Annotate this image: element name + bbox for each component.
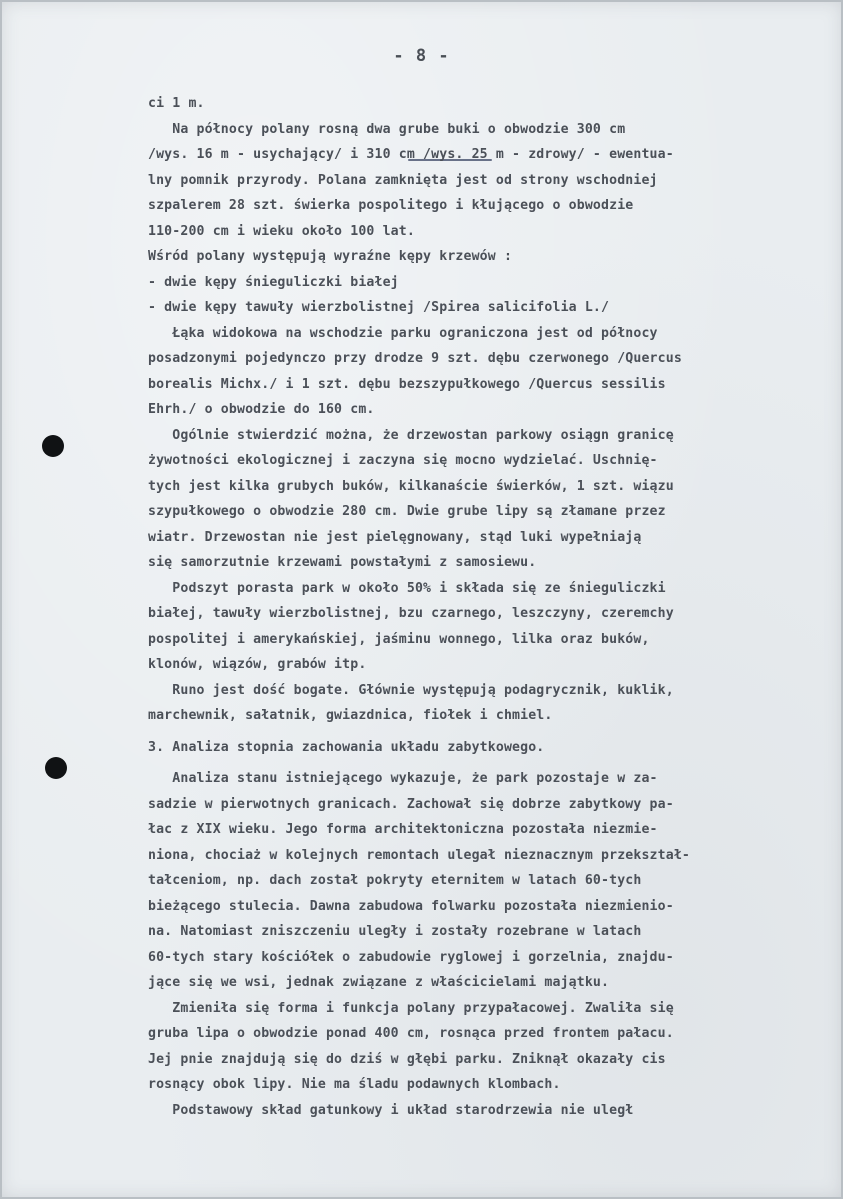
text-line: Jej pnie znajdują się do dziś w głębi parku. Zniknął okazały cis (148, 1051, 666, 1067)
text-line: żywotności ekologicznej i zaczyna się mocno wydzielać. Uschnię- (148, 453, 658, 468)
text-line: Na północy polany rosną dwa grube buki o obwodzie 300 cm (148, 121, 626, 137)
text-line: niona, chociaż w kolejnych remontach ulegał nieznacznym przekształ- (148, 847, 690, 863)
text-line: posadzonymi pojedynczo przy drodze 9 szt. dębu czerwonego /Quercus (148, 351, 682, 366)
text-line: - dwie kępy tawuły wierzbolistnej /Spirea salicifolia L./ (148, 300, 610, 315)
section-heading: 3. Analiza stopnia zachowania układu zabytkowego. (148, 739, 545, 755)
text-line: Łąka widokowa na wschodzie parku ograniczona jest od północy (148, 325, 658, 341)
text-line: się samorzutnie krzewami powstałymi z samosiewu. (148, 555, 537, 570)
punch-hole-top (42, 435, 64, 457)
text-line: Podstawowy skład gatunkowy i układ starodrzewia nie uległ (148, 1102, 634, 1118)
text-line: pospolitej i amerykańskiej, jaśminu wonnego, lilka oraz buków, (148, 631, 650, 647)
text-line: bieżącego stulecia. Dawna zabudowa folwarku pozostała niezmienio- (148, 898, 674, 914)
page-number: - 8 - (393, 46, 450, 66)
text-line: borealis Michx./ i 1 szt. dębu bezszypułkowego /Quercus sessilis (148, 376, 666, 392)
text-line: ci 1 m. (148, 96, 205, 111)
text-line: 60-tych stary kościółek o zabudowie ryglowej i gorzelnia, znajdu- (148, 949, 674, 965)
punch-hole-bottom (45, 757, 67, 779)
text-line: na. Natomiast zniszczeniu uległy i zostały rozebrane w latach (148, 924, 642, 939)
text-line: rosnący obok lipy. Nie ma śladu podawnych klombach. (148, 1077, 561, 1092)
text-line: marchewnik, sałatnik, gwiazdnica, fiołek i chmiel. (148, 708, 553, 723)
text-line: klonów, wiązów, grabów itp. (148, 657, 367, 672)
text-line: 110-200 cm i wieku około 100 lat. (148, 223, 415, 239)
text-line: Wśród polany występują wyraźne kępy krzewów : (148, 249, 513, 264)
text-line: lny pomnik przyrody. Polana zamknięta jest od strony wschodniej (148, 172, 658, 188)
text-line: /wys. 16 m - usychający/ i 310 cm /wys. 25 m - zdrowy/ - ewentua- (148, 147, 674, 162)
text-line: Podszyt porasta park w około 50% i składa się ze śnieguliczki (148, 580, 666, 596)
document-body (148, 91, 838, 1123)
text-line: tałceniom, np. dach został pokryty eternitem w latach 60-tych (148, 873, 642, 888)
text-line: sadzie w pierwotnych granicach. Zachował się dobrze zabytkowy pa- (148, 796, 674, 812)
text-line: Zmieniła się forma i funkcja polany przypałacowej. Zwaliła się (148, 1000, 674, 1016)
text-line: gruba lipa o obwodzie ponad 400 cm, rosnąca przed frontem pałacu. (148, 1026, 674, 1041)
text-line: Analiza stanu istniejącego wykazuje, że park pozostaje w za- (148, 771, 658, 786)
text-line: tych jest kilka grubych buków, kilkanaście świerków, 1 szt. wiązu (148, 478, 674, 494)
text-line: jące się we wsi, jednak związane z właścicielami majątku. (148, 975, 610, 990)
text-line: szypułkowego o obwodzie 280 cm. Dwie grube lipy są złamane przez (148, 504, 666, 519)
text-line: białej, tawuły wierzbolistnej, bzu czarnego, leszczyny, czeremchy (148, 606, 674, 621)
text-line: Runo jest dość bogate. Głównie występują podagrycznik, kuklik, (148, 682, 674, 698)
text-line: szpalerem 28 szt. świerka pospolitego i kłującego o obwodzie (148, 198, 634, 213)
text-line: Ehrh./ o obwodzie do 160 cm. (148, 402, 375, 417)
text-line: wiatr. Drzewostan nie jest pielęgnowany, stąd luki wypełniają (148, 529, 642, 545)
text-line: - dwie kępy śnieguliczki białej (148, 274, 399, 290)
text-line: łac z XIX wieku. Jego forma architektoniczna pozostała niezmie- (148, 822, 658, 837)
text-line: Ogólnie stwierdzić można, że drzewostan parkowy osiągn granicę (148, 427, 674, 443)
